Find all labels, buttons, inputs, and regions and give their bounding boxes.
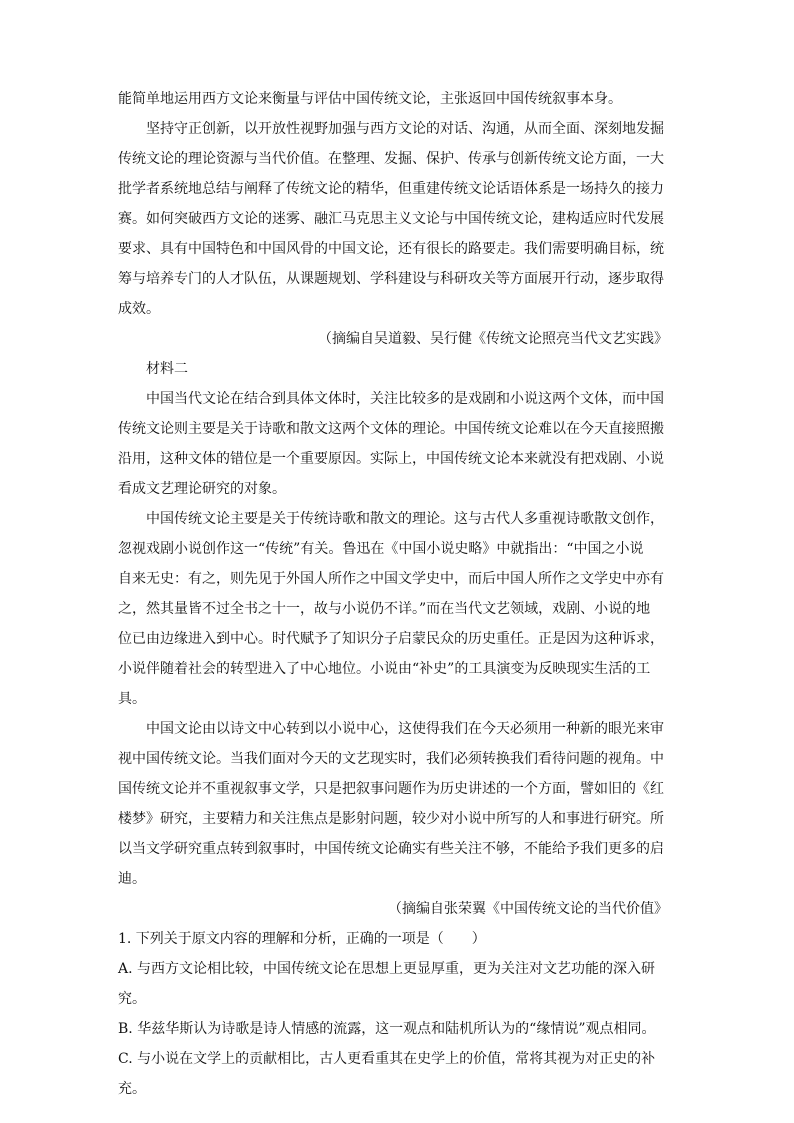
body-text-line: 之，然其量皆不过全书之十一，故与小说仍不详。”而在当代文艺领域，戏剧、小说的地 — [118, 601, 651, 617]
option-c-continued: 充。 — [118, 1081, 146, 1097]
body-text-line: 视中国传统文论。当我们面对今天的文艺现实时，我们必须转换我们看待问题的视角。中 — [118, 751, 664, 767]
body-text-line: 传统文论的理论资源与当代价值。在整理、发掘、保护、传承与创新传统文论方面，一大 — [118, 151, 664, 167]
body-text-line: 忽视戏剧小说创作这一“传统”有关。鲁迅在《中国小说史略》中就指出：“中国之小说 — [118, 541, 644, 557]
body-text-line: 国传统文论并不重视叙事文学，只是把叙事问题作为历史讲述的一个方面，譬如旧的《红 — [118, 781, 664, 797]
body-text-line: 赛。如何突破西方文论的迷雾、融汇马克思主义文论与中国传统文论，建构适应时代发展 — [118, 211, 664, 227]
body-text-line: 中国当代文论在结合到具体文体时，关注比较多的是戏剧和小说这两个文体，而中国 — [146, 391, 664, 407]
body-text-line: 传统文论则主要是关于诗歌和散文这两个文体的理论。中国传统文论难以在今天直接照搬 — [118, 421, 664, 437]
section-heading: 材料二 — [146, 361, 188, 377]
body-text-line: 成效。 — [118, 301, 160, 317]
option-a: A. 与西方文论相比较，中国传统文论在思想上更显厚重，更为关注对文艺功能的深入研 — [118, 961, 656, 977]
body-text-line: 筹与培养专门的人才队伍，从课题规划、学科建设与科研攻关等方面展开行动，逐步取得 — [118, 271, 664, 287]
body-text-line: 迪。 — [118, 871, 146, 887]
body-text-line: 中国文论由以诗文中心转到以小说中心，这使得我们在今天必须用一种新的眼光来审 — [146, 721, 664, 737]
option-c: C. 与小说在文学上的贡献相比，古人更看重其在史学上的价值，常将其视为对正史的补 — [118, 1051, 656, 1067]
question-stem: 1. 下列关于原文内容的理解和分析，正确的一项是（ ） — [118, 931, 486, 947]
option-a-continued: 究。 — [118, 991, 146, 1007]
body-text-line: 楼梦》研究，主要精力和关注焦点是影射问题，较少对小说中所写的人和事进行研究。所 — [118, 811, 664, 827]
body-text-line: 以当文学研究重点转到叙事时，中国传统文论确实有些关注不够，不能给予我们更多的启 — [118, 841, 664, 857]
body-text-line: 能简单地运用西方文论来衡量与评估中国传统文论，主张返回中国传统叙事本身。 — [118, 91, 622, 107]
source-citation: （摘编自吴道毅、吴行健《传统文论照亮当代文艺实践》 — [318, 331, 668, 347]
source-citation: （摘编自张荣翼《中国传统文论的当代价值》 — [388, 901, 668, 917]
body-text-line: 坚持守正创新，以开放性视野加强与西方文论的对话、沟通，从而全面、深刻地发掘 — [146, 121, 664, 137]
body-text-line: 位已由边缘进入到中心。时代赋予了知识分子启蒙民众的历史重任。正是因为这种诉求， — [118, 631, 664, 647]
body-text-line: 批学者系统地总结与阐释了传统文论的精华，但重建传统文论话语体系是一场持久的接力 — [118, 181, 664, 197]
body-text-line: 具。 — [118, 691, 146, 707]
body-text-line: 中国传统文论主要是关于传统诗歌和散文的理论。这与古代人多重视诗歌散文创作， — [146, 511, 664, 527]
body-text-line: 看成文艺理论研究的对象。 — [118, 481, 286, 497]
body-text-line: 小说伴随着社会的转型进入了中心地位。小说由“补史”的工具演变为反映现实生活的工 — [118, 661, 651, 677]
body-text-line: 沿用，这种文体的错位是一个重要原因。实际上，中国传统文论本来就没有把戏剧、小说 — [118, 451, 664, 467]
body-text-line: 自来无史：有之，则先见于外国人所作之中国文学史中，而后中国人所作之文学史中亦有 — [118, 571, 664, 587]
option-b: B. 华兹华斯认为诗歌是诗人情感的流露，这一观点和陆机所认为的“缘情说”观点相同。 — [118, 1021, 656, 1037]
body-text-line: 要求、具有中国特色和中国风骨的中国文论，还有很长的路要走。我们需要明确目标，统 — [118, 241, 664, 257]
